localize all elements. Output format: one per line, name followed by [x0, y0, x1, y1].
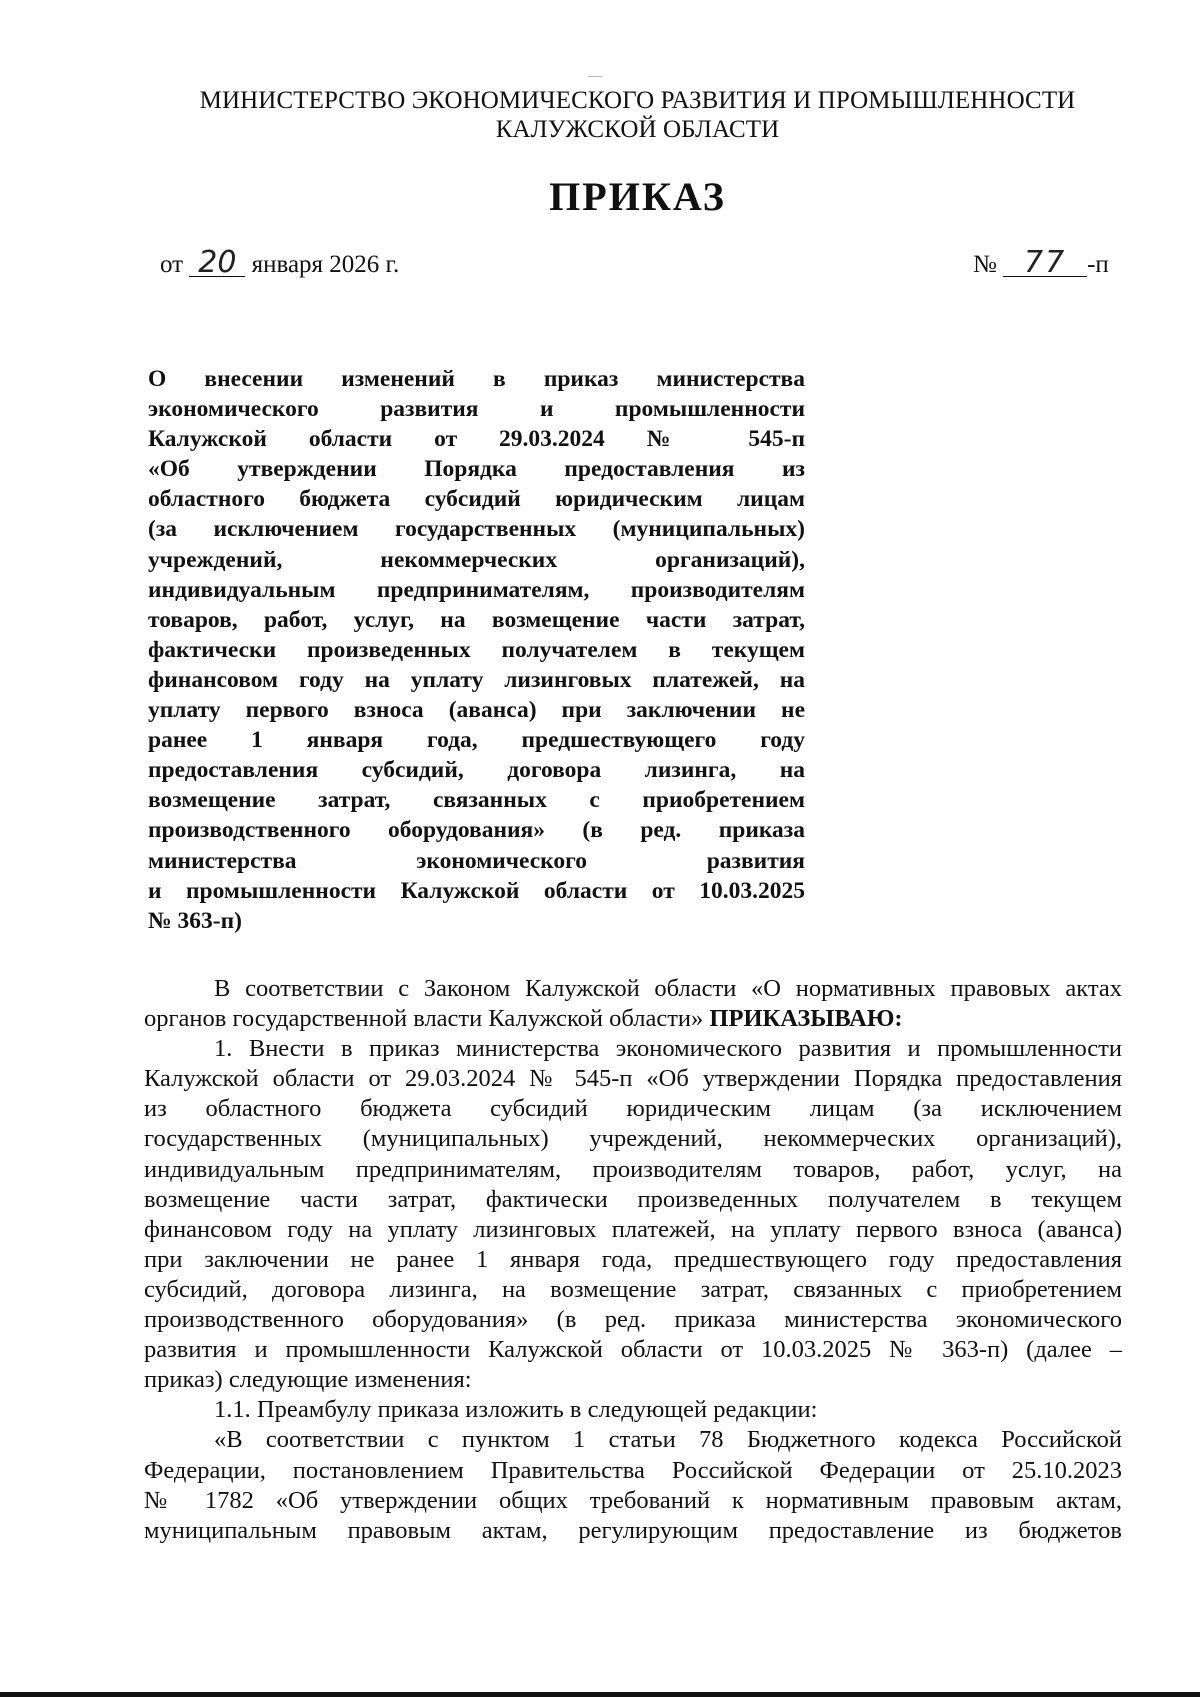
document-title: [148, 364, 805, 936]
date-day-handwritten: 20: [189, 250, 245, 277]
number-prefix: №: [973, 251, 997, 278]
title-line: предоставления субсидий, договора лизинга, на: [148, 757, 805, 784]
quote-line: Федерации, постановлением Правительства Российской Федерации от 25.10.2023: [144, 1456, 1122, 1484]
document-type-title: ПРИКАЗ: [549, 174, 726, 219]
title-line: ранее 1 января года, предшествующего году: [148, 727, 805, 754]
title-line: учреждений, некоммерческих организаций),: [148, 546, 805, 573]
item1-line: Калужской области от 29.03.2024 № 545-п «Об утверждении Порядка предоставления: [144, 1065, 1122, 1093]
title-line: возмещение затрат, связанных с приобретением: [148, 787, 805, 814]
title-line: товаров, работ, услуг, на возмещение части затрат,: [148, 606, 805, 633]
title-line: экономического развития и промышленности: [148, 396, 805, 423]
title-line: О внесении изменений в приказ министерства: [148, 366, 805, 392]
document-number: [973, 245, 1109, 280]
item11-line: 1.1. Преамбулу приказа изложить в следующей редакции:: [214, 1396, 818, 1424]
ministry-name-line2: КАЛУЖСКОЙ ОБЛАСТИ: [495, 116, 780, 143]
quote-line: «В соответствии с пунктом 1 статьи 78 Бюджетного кодекса Российской: [214, 1426, 1122, 1454]
title-line: уплату первого взноса (аванса) при заключении не: [148, 697, 805, 724]
title-line: (за исключением государственных (муниципальных): [148, 516, 805, 543]
title-line: и промышленности Калужской области от 10.03.2025: [148, 877, 805, 904]
title-line: областного бюджета субсидий юридическим лицам: [148, 486, 805, 513]
preamble-line: [144, 1004, 1122, 1034]
title-line: производственного оборудования» (в ред. приказа: [148, 817, 805, 844]
scan-bottom-edge: [0, 1692, 1200, 1697]
quote-line: № 1782 «Об утверждении общих требований к нормативным правовым актам,: [144, 1486, 1122, 1514]
order-word: ПРИКАЗЫВАЮ:: [709, 1005, 903, 1033]
item1-line: приказ) следующие изменения:: [144, 1366, 472, 1394]
title-line: министерства экономического развития: [148, 847, 805, 874]
item1-line: субсидий, договора лизинга, на возмещение затрат, связанных с приобретением: [144, 1275, 1122, 1303]
item1-line: производственного оборудования» (в ред. приказа министерства экономического: [144, 1306, 1122, 1334]
item1-line: индивидуальным предпринимателям, производителям товаров, работ, услуг, на: [144, 1155, 1122, 1183]
title-line: индивидуальным предпринимателям, производителям: [148, 576, 805, 603]
item1-line: развития и промышленности Калужской области от 10.03.2025 № 363-п) (далее –: [144, 1336, 1122, 1364]
title-line: финансовом году на уплату лизинговых платежей, на: [148, 666, 805, 693]
number-suffix: -п: [1087, 251, 1109, 278]
date-prefix: от: [160, 251, 184, 278]
ministry-header: [0, 86, 1200, 144]
document-body: [144, 974, 1122, 1546]
preamble-line: В соответствии с Законом Калужской области «О нормативных правовых актах: [214, 975, 1122, 1002]
item1-line: государственных (муниципальных) учреждений, некоммерческих организаций),: [144, 1125, 1122, 1153]
preamble-text: органов государственной власти Калужской области»: [144, 1005, 704, 1033]
title-line: фактически произведенных получателем в текущем: [148, 636, 805, 663]
item1-line: финансовом году на уплату лизинговых платежей, на уплату первого взноса (аванса): [144, 1215, 1122, 1243]
ministry-name-line1: МИНИСТЕРСТВО ЭКОНОМИЧЕСКОГО РАЗВИТИЯ И ПРОМЫШЛЕННОСТИ: [199, 87, 1076, 114]
title-line: № 363-п): [148, 907, 242, 934]
item1-line: из областного бюджета субсидий юридическим лицам (за исключением: [144, 1095, 1122, 1123]
scan-mark: [588, 76, 602, 77]
quote-line: муниципальным правовым актам, регулирующим предоставление из бюджетов: [144, 1516, 1122, 1544]
title-line: Калужской области от 29.03.2024 № 545-п: [148, 426, 805, 453]
item1-line: возмещение части затрат, фактически произведенных получателем в текущем: [144, 1185, 1122, 1213]
number-handwritten: 77: [1003, 250, 1087, 277]
date-month-year: января 2026 г.: [251, 251, 400, 278]
document-date: [160, 245, 400, 280]
title-line: «Об утверждении Порядка предоставления из: [148, 456, 805, 483]
item1-line: 1. Внести в приказ министерства экономического развития и промышленности: [214, 1035, 1122, 1063]
item1-line: при заключении не ранее 1 января года, предшествующего году предоставления: [144, 1245, 1122, 1273]
